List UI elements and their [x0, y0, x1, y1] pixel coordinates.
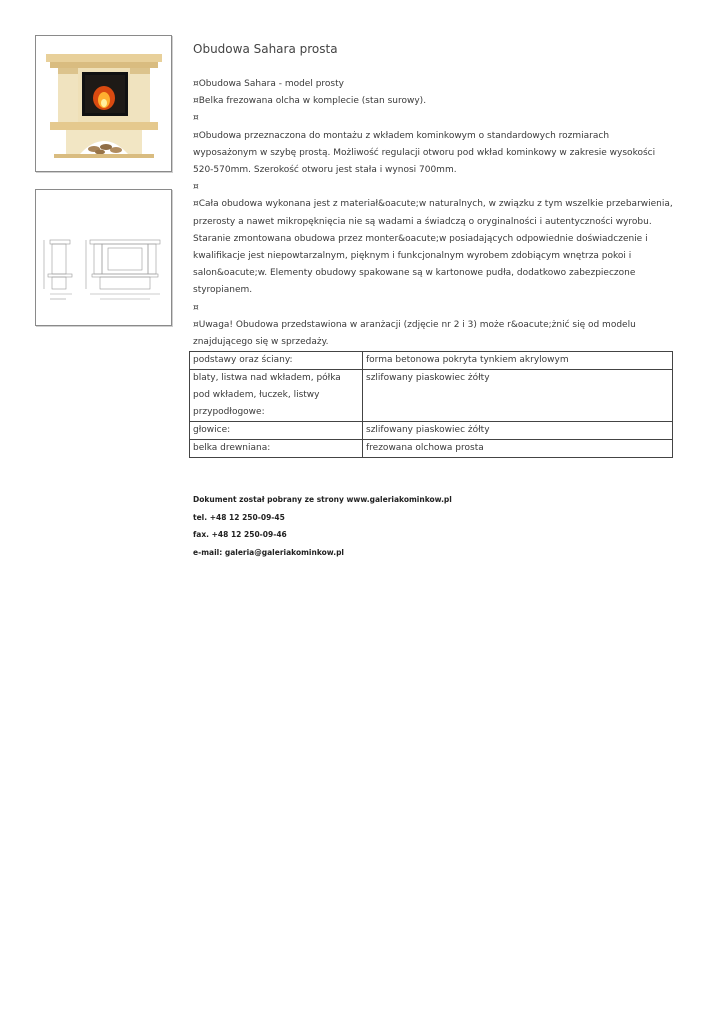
table-row — [190, 440, 673, 458]
contact-footer — [193, 491, 452, 561]
spec-value: forma betonowa pokryta tynkiem akrylowym — [363, 352, 673, 370]
description-line: ¤Obudowa Sahara - model prosty — [193, 79, 344, 89]
spec-label: belka drewniana: — [190, 440, 363, 458]
table-row — [190, 370, 673, 422]
spec-label: podstawy oraz ściany: — [190, 352, 363, 370]
description-line: ¤ — [193, 182, 199, 193]
description-line: ¤ — [193, 113, 199, 124]
email-address: e-mail: galeria@galeriakominkow.pl — [193, 547, 345, 557]
spec-label: blaty, listwa nad wkładem, półka pod wkładem, łuczek, listwy przypodłogowe: — [190, 370, 363, 422]
description-paragraph: ¤Cała obudowa wykonana jest z materiał&oacute;w naturalnych, w związku z tym wszelkie przebarwienia, przerosty a nawet mikropęknięcia nie są wadami a świadczą o oryginalności i autentyczności wyrobu. Staranie zmontowana obudowa przez monter&oacute;w posiadających odpowiednie doświadczenie i kwalifikacje jest niepowtarzalnym, pięknym i funkcjonalnym wyrobem zdobiącym wnętrza pokoi i salon&oacute;w. Elementy obudowy spakowane są w kartonowe pudła, dodatkowo zabezpieczone styropianem. — [193, 199, 673, 296]
spec-value: szlifowany piaskowiec żółty — [363, 370, 673, 422]
technical-drawing-image — [36, 190, 171, 325]
table-row — [190, 422, 673, 440]
product-description — [193, 76, 673, 351]
table-row — [190, 352, 673, 370]
spec-label: głowice: — [190, 422, 363, 440]
spec-table — [189, 351, 673, 458]
description-line: ¤ — [193, 302, 199, 313]
technical-drawing[interactable] — [35, 189, 172, 326]
description-paragraph: ¤Obudowa przeznaczona do montażu z wkładem kominkowym o standardowych rozmiarach wyposażonym w szybę prostą. Możliwość regulacji otworu pod wkład kominkowy w zakresie wysokości 520-570mm. Szerokość otworu jest stała i wynosi 700mm. — [193, 130, 656, 176]
spec-value: szlifowany piaskowiec żółty — [363, 422, 673, 440]
spec-value: frezowana olchowa prosta — [363, 440, 673, 458]
description-paragraph: ¤Uwaga! Obudowa przedstawiona w aranżacji (zdjęcie nr 2 i 3) może r&oacute;żnić się od modelu znajdującego się w sprzedaży. — [193, 319, 636, 348]
product-photo[interactable] — [35, 35, 172, 172]
page-title: Obudowa Sahara prosta — [193, 42, 338, 56]
fireplace-photo-image — [36, 36, 171, 171]
source-note: Dokument został pobrany ze strony www.galeriakominkow.pl — [193, 495, 452, 504]
phone-number: tel. +48 12 250-09-45 — [193, 512, 285, 522]
description-line: ¤Belka frezowana olcha w komplecie (stan surowy). — [193, 96, 427, 107]
fax-number: fax. +48 12 250-09-46 — [193, 530, 287, 539]
